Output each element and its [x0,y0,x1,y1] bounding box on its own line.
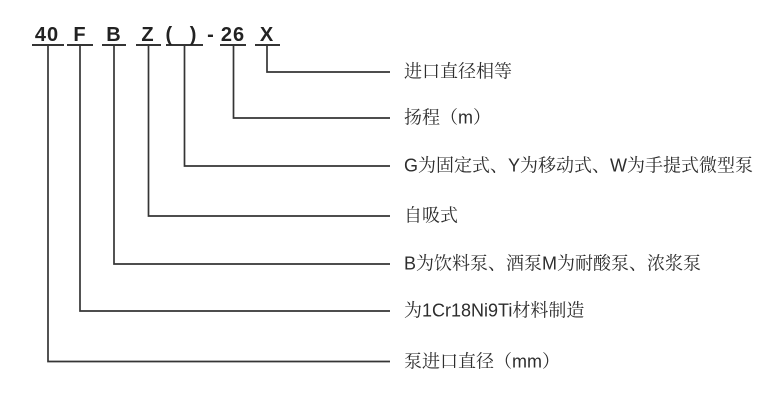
legend-label-Z: 自吸式 [404,205,458,226]
connector-F [80,45,390,311]
connector-parens [185,45,391,166]
code-part-parens: ( ) [165,24,203,46]
code-part-F: F [73,24,87,46]
code-part-X: X [259,24,275,46]
code-part-26: 26 [220,24,246,46]
code-part-40: 40 [34,24,60,46]
legend-label-X: 进口直径相等 [404,61,512,82]
legend-label-40: 泵进口直径（mm） [404,351,560,372]
code-part-dash: - [207,24,215,46]
connector-B [114,45,390,264]
code-part-B: B [106,24,122,46]
legend-label-F: 为1Cr18Ni9Ti材料制造 [404,300,585,321]
connector-40 [48,45,390,362]
code-part-Z: Z [141,24,155,46]
legend-label-parens: G为固定式、Y为移动式、W为手提式微型泵 [404,155,753,176]
connector-26 [234,45,391,118]
legend-label-B: B为饮料泵、酒泵M为耐酸泵、浓浆泵 [404,253,701,274]
connector-X [267,45,390,72]
legend-label-26: 扬程（m） [404,107,491,128]
